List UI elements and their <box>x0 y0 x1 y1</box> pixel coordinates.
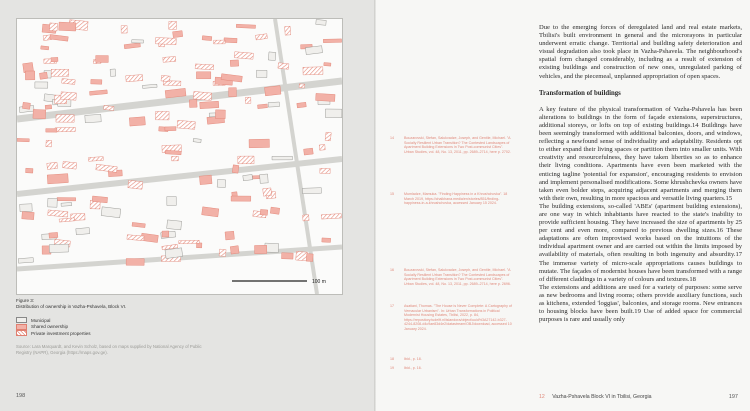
building-footprint <box>155 111 169 120</box>
building-footprint <box>268 52 276 61</box>
footnote-number: 14 <box>390 136 394 140</box>
legend-swatch-municipal <box>16 317 27 323</box>
footnote-15 <box>390 192 518 206</box>
building-footprint <box>323 39 341 43</box>
building-footprint <box>238 156 254 164</box>
page-number-right: 197 <box>728 394 738 400</box>
building-footprint <box>132 40 144 43</box>
building-footprint <box>214 40 226 44</box>
building-footprint <box>179 240 200 243</box>
page-number-left: 198 <box>16 393 26 399</box>
building-footprint <box>165 150 181 155</box>
building-footprint <box>45 105 52 109</box>
building-footprint <box>51 69 68 76</box>
building-footprint <box>162 231 169 237</box>
building-footprint <box>56 115 74 123</box>
building-footprint <box>268 102 279 107</box>
building-footprint <box>49 244 68 253</box>
building-footprint <box>169 21 177 29</box>
building-footprint <box>92 196 108 203</box>
building-footprint <box>225 231 234 240</box>
building-footprint <box>302 188 321 194</box>
building-footprint <box>167 197 176 206</box>
building-footprint <box>22 102 30 109</box>
footnote-14 <box>390 136 518 154</box>
legend-label: Private investment properties <box>31 330 91 336</box>
building-footprint <box>49 232 58 238</box>
building-footprint <box>215 110 225 119</box>
building-footprint <box>199 175 212 185</box>
building-footprint <box>217 179 226 187</box>
footnote-number: 18 <box>390 357 394 361</box>
building-footprint <box>161 75 170 81</box>
building-footprint <box>230 60 239 67</box>
building-footprint <box>303 67 323 75</box>
building-footprint <box>57 198 76 201</box>
building-footprint <box>76 228 90 235</box>
figure-caption-text: Distribution of ownership in Vazha-Pshavela, Block VI. <box>16 304 127 309</box>
building-footprint <box>202 36 212 41</box>
building-footprint <box>129 117 145 126</box>
building-footprint <box>306 254 313 262</box>
building-footprint <box>121 26 127 33</box>
building-footprint <box>322 238 331 243</box>
building-footprint <box>39 72 47 79</box>
building-footprint <box>316 93 335 101</box>
building-footprint <box>61 92 77 100</box>
building-footprint <box>55 127 75 132</box>
building-footprint <box>249 139 269 148</box>
building-footprint <box>224 38 237 43</box>
building-footprint <box>230 246 239 254</box>
building-footprint <box>260 174 269 183</box>
building-footprint <box>49 23 57 31</box>
body-paragraph: The extensions and additions are used for a variety of purposes: some serve as new bedrooms and living rooms; others provide auxiliary functions, such as kitchens, extended 'loggias', balconies, and storage rooms. New entrances to housing blocks have been built.19 Use of added space for commercial purposes is rare and usually only <box>539 283 742 324</box>
building-footprint <box>325 132 331 141</box>
building-footprint <box>172 156 179 161</box>
building-footprint <box>128 180 143 189</box>
ownership-map-drawing <box>17 19 342 294</box>
building-footprint <box>278 63 289 70</box>
building-footprint <box>47 174 68 184</box>
footnote-text: Asatiani, Thomas. "The House is Never Complete: A Cartography of Vernacular Urbanism". In: Urban Transformations in Political Modernist Housing Estates, Tbilisi, 2022, p. 84, https://repository.tudelft.nl/islandora/object/uuid%3A27142-b327-4244-8208-d4c9ae83d4e2/datastream/OBJ/download, accessed 10 January 2024. <box>404 304 512 331</box>
building-footprint <box>189 100 197 108</box>
building-footprint <box>319 145 325 151</box>
building-footprint <box>22 212 34 220</box>
building-footprint <box>285 26 291 35</box>
building-footprint <box>46 140 52 147</box>
building-footprint <box>209 113 216 117</box>
building-footprint <box>59 22 76 31</box>
building-footprint <box>90 90 108 95</box>
building-footprint <box>316 20 327 26</box>
footnote-text: Bouzarovski, Stefan, Salukvadze, Joseph, and Gentile, Michael. "A Socially Resilient Urban Transition? The Contested Landscapes of Apartment Building Extensions in Two Post-communist Cities". Urban Studies, vol. 48, No. 13, 2011, pp. 2689–2714, here p. 2702. <box>404 136 511 154</box>
building-footprint <box>256 34 268 40</box>
building-footprint <box>260 209 268 215</box>
footnote-number: 17 <box>390 304 394 308</box>
building-footprint <box>48 210 68 217</box>
footnote-16 <box>390 268 518 286</box>
legend-label: Municipal <box>31 317 51 323</box>
building-footprint <box>96 164 117 172</box>
building-footprint <box>51 57 58 61</box>
building-footprint <box>35 82 48 88</box>
legend-label: Shared ownership <box>31 324 69 330</box>
building-footprint <box>50 35 69 42</box>
main-text <box>539 24 742 324</box>
building-footprint <box>200 101 219 108</box>
chapter-number: 12 <box>539 394 545 400</box>
building-footprint <box>219 249 226 256</box>
body-paragraph: Due to the emerging forces of deregulated land and real estate markets, Tbilisi's built environment in general and the microrayons in particular underwent erratic change. Territorial and building safety deterioration and visual degradation also took place in Vazha-Pshavela. The neighbourhood's spatial form changed considerably, including as a result of extension of existing buildings and construction of new ones, unregulated parking of vehicles, and the piecemeal, unplanned appropriation of open spaces. <box>539 24 742 80</box>
legend-swatch-shared <box>16 324 27 330</box>
building-footprint <box>41 46 49 50</box>
building-footprint <box>163 56 176 62</box>
building-footprint <box>193 138 201 142</box>
building-footprint <box>196 72 210 79</box>
scale-bar-label: 100 m <box>312 279 326 285</box>
building-footprint <box>165 127 176 131</box>
building-footprint <box>297 102 306 108</box>
building-footprint <box>167 220 182 230</box>
building-footprint <box>231 196 251 201</box>
building-footprint <box>91 79 102 84</box>
building-footprint <box>46 129 57 133</box>
building-footprint <box>195 64 214 70</box>
footnote-text: Ibid., p. 18. <box>404 357 422 361</box>
figure-source: Source: Lara Marquardt, and Kevin Scholz, based on maps supplied by National Agency of Public Registry (NAPR), Georgia (https://maps.gov.ge). <box>16 344 202 355</box>
footnote-number: 19 <box>390 366 394 370</box>
building-footprint <box>61 202 72 206</box>
building-footprint <box>299 84 305 88</box>
building-footprint <box>155 38 176 45</box>
building-footprint <box>124 43 140 49</box>
footnote-text: Ibid., p. 16. <box>404 366 422 370</box>
building-footprint <box>320 168 330 173</box>
chapter-title: Vazha-Pshavela Block VI in Tbilisi, Georgia <box>552 394 652 400</box>
building-footprint <box>321 214 341 220</box>
building-footprint <box>325 109 342 118</box>
building-footprint <box>304 148 314 155</box>
building-footprint <box>234 52 253 60</box>
footnote-19 <box>390 366 518 371</box>
building-footprint <box>132 222 145 227</box>
building-footprint <box>256 70 267 77</box>
legend-swatch-private <box>16 330 27 336</box>
ownership-map <box>16 18 343 295</box>
building-footprint <box>265 86 281 96</box>
footnote-number: 16 <box>390 268 394 272</box>
building-footprint <box>281 253 293 259</box>
building-footprint <box>20 204 33 212</box>
building-footprint <box>101 207 121 218</box>
building-footprint <box>17 138 29 141</box>
footnote-number: 15 <box>390 192 394 196</box>
building-footprint <box>96 56 109 63</box>
building-footprint <box>88 157 103 162</box>
building-footprint <box>47 162 58 169</box>
map-legend <box>16 317 91 337</box>
building-footprint <box>232 165 239 173</box>
footnote-text: Bouzarovski, Stefan, Salukvadze, Joseph, and Gentile, Michael. "A Socially Resilient Urban Transition? The Contested Landscapes of Apartment Building Extensions in Two Post-communist Cities". Urban Studies, vol. 48, No. 13, 2011, pp. 2689–2714, here p. 2696. <box>404 268 511 286</box>
building-footprint <box>243 174 253 180</box>
building-footprint <box>177 120 195 129</box>
building-footprint <box>270 207 279 214</box>
building-footprint <box>202 207 219 217</box>
building-footprint <box>62 79 76 85</box>
building-footprint <box>296 251 308 261</box>
building-footprint <box>26 168 33 173</box>
footnote-text: Mumladze, Mamuka. "Finding Happiness in a Khrushchovka". 18 March 2019, https://chaikhana.media/en/stories/851/finding-happiness-in-a-khrushchovka, accessed January 15 2024. <box>404 192 508 206</box>
building-footprint <box>196 243 201 248</box>
figure-caption <box>16 298 216 310</box>
building-footprint <box>229 88 237 97</box>
building-footprint <box>258 104 268 109</box>
building-footprint <box>33 109 46 118</box>
footnote-17 <box>390 304 518 332</box>
building-footprint <box>59 218 75 222</box>
building-footprint <box>18 258 33 264</box>
legend-item-private <box>16 330 91 337</box>
figure-label: Figure 3: <box>16 298 35 303</box>
building-footprint <box>255 245 267 253</box>
building-footprint <box>126 75 143 82</box>
building-footprint <box>236 24 255 28</box>
body-paragraph: The building extensions, so-called 'ABEs' (apartment building extensions), are one way in which inhabitants have reacted to the state's inability to provide sufficient housing. They have increased the size of apartments by 25 per cent and even more, compared to previous dwelling sizes.16 These adaptations are often improvised works based on the intuitions of the individual apartment owner and are carried out within the limits imposed by availability of materials, often resulting in both ingenuity and absurdity.17 The immense variety of micro-scale appropriations causes buildings to mutate. The façades of modernist houses have been transformed with a range of different claddings in a variety of colours and textures.18 <box>539 202 742 283</box>
body-paragraph: A key feature of the physical transformation of Vazha-Pshavela has been alterations to buildings in the form of façade extensions, superstructures, additional storeys, or lofts on top of existing buildings.14 Buildings have been seemingly transformed with additional balconies, doors, and windows, reflecting a newfound sense of individuality and adaptability. Residents opt to either expand their living spaces or partition them into smaller units. With creativity and resourcefulness, they have taken liberties so as to enhance their living conditions. Apartments have even been marketed with the enticing tagline 'potential for expansion', encouraging residents to envision and implement personalised modifications. Some khrushchevka owners have taken even bolder steps, acquiring adjacent apartments and merging them with their own, resulting in more spacious and versatile living quarters.15 <box>539 105 742 202</box>
building-footprint <box>63 161 77 169</box>
building-footprint <box>324 63 331 67</box>
building-footprint <box>303 215 310 221</box>
building-footprint <box>193 91 212 100</box>
footnote-18 <box>390 357 518 362</box>
building-footprint <box>110 69 116 76</box>
building-footprint <box>25 71 35 80</box>
building-footprint <box>48 198 58 207</box>
building-footprint <box>263 188 272 196</box>
left-page <box>0 0 374 411</box>
building-footprint <box>142 84 157 88</box>
building-footprint <box>173 31 183 38</box>
section-heading: Transformation of buildings <box>539 89 621 97</box>
building-footprint <box>272 156 292 160</box>
building-footprint <box>245 97 251 103</box>
building-footprint <box>85 114 101 122</box>
building-footprint <box>126 259 144 266</box>
running-head <box>539 394 652 400</box>
